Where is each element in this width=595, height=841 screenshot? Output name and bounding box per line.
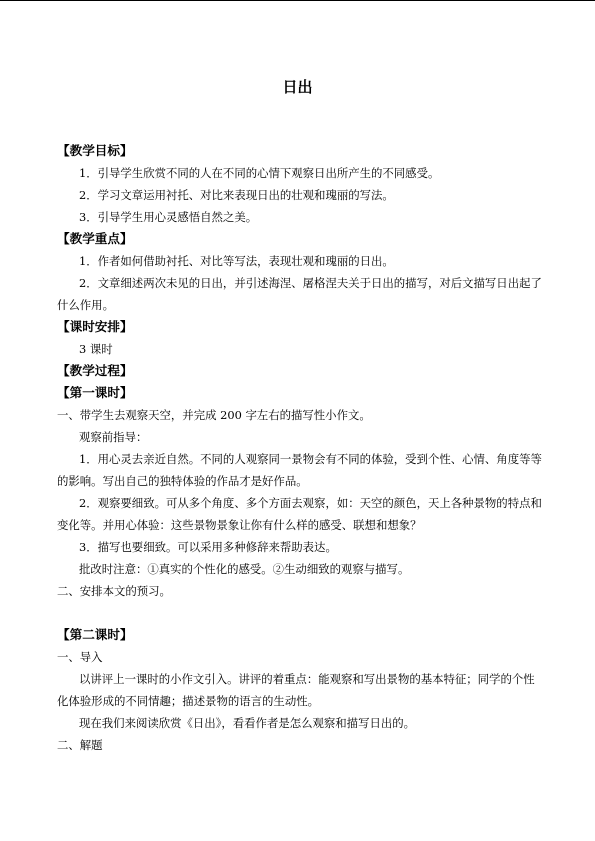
grading-note: 批改时注意：①真实的个性化的感受。②生动细致的观察与描写。	[79, 562, 410, 576]
lesson2-transition: 现在我们来阅读欣赏《日出》，看看作者是怎么观察和描写日出的。	[79, 716, 416, 730]
focus-heading: 【教学重点】	[57, 231, 133, 246]
lesson1-item: 二、安排本文的预习。	[57, 584, 171, 598]
lesson1-item: 一、带学生去观察天空，并完成 200 字左右的描写性小作文。	[57, 408, 371, 422]
focus-item: 2．文章细述两次未见的日出，并引述海涅、屠格涅夫关于日出的描写，对后文描写日出起了什么作用。	[57, 276, 542, 312]
lesson2-intro: 以讲评上一课时的小作文引入。讲评的着重点：能观察和写出景物的基本特征；同学的个性化体验形成的不同情趣；描述景物的语言的生动性。	[57, 672, 535, 708]
process-heading: 【教学过程】	[57, 363, 133, 378]
goal-item: 1．引导学生欣赏不同的人在不同的心情下观察日出所产生的不同感受。	[79, 166, 440, 180]
document-body	[57, 140, 545, 756]
lesson2-item: 二、解题	[57, 738, 103, 752]
goal-item: 2．学习文章运用衬托、对比来表现日出的壮观和瑰丽的写法。	[79, 188, 394, 202]
lesson2-heading: 【第二课时】	[57, 627, 133, 642]
guide-label: 观察前指导：	[79, 430, 148, 444]
header-rule	[0, 0, 595, 1]
focus-item: 1．作者如何借助衬托、对比等写法，表现壮观和瑰丽的日出。	[79, 254, 394, 268]
page-title: 日出	[282, 78, 313, 96]
guide-item: 3．描写也要细致。可以采用多种修辞来帮助表达。	[79, 540, 337, 554]
goals-heading: 【教学目标】	[57, 143, 133, 158]
schedule-text: 3 课时	[79, 342, 113, 356]
goal-item: 3．引导学生用心灵感悟自然之美。	[79, 210, 258, 224]
section-gap	[57, 602, 545, 624]
lesson2-item: 一、导入	[57, 650, 103, 664]
schedule-heading: 【课时安排】	[57, 319, 133, 334]
guide-item: 1．用心灵去亲近自然。不同的人观察同一景物会有不同的体验，受到个性、心情、角度等等的影响。写出自己的独特体验的作品才是好作品。	[57, 452, 542, 488]
lesson1-heading: 【第一课时】	[57, 385, 133, 400]
guide-item: 2．观察要细致。可从多个角度、多个方面去观察，如：天空的颜色，天上各种景物的特点和变化等。并用心体验：这些景物景象让你有什么样的感受、联想和想象？	[57, 496, 542, 532]
